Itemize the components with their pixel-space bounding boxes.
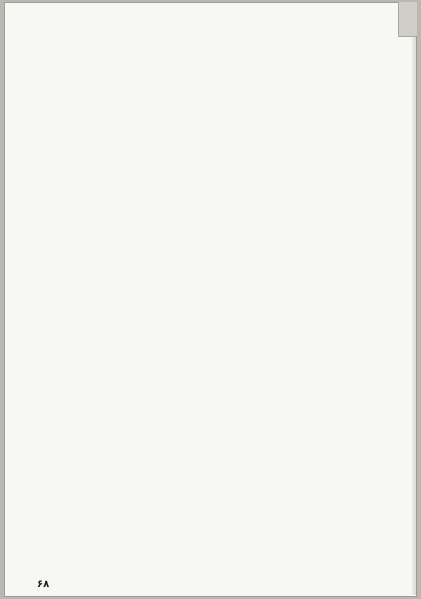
body-text bbox=[27, 17, 387, 569]
page-corner-tab bbox=[398, 2, 417, 37]
page-edge-shadow bbox=[412, 37, 416, 595]
page-number: ۶۸ bbox=[37, 579, 50, 590]
book-page bbox=[4, 2, 417, 597]
